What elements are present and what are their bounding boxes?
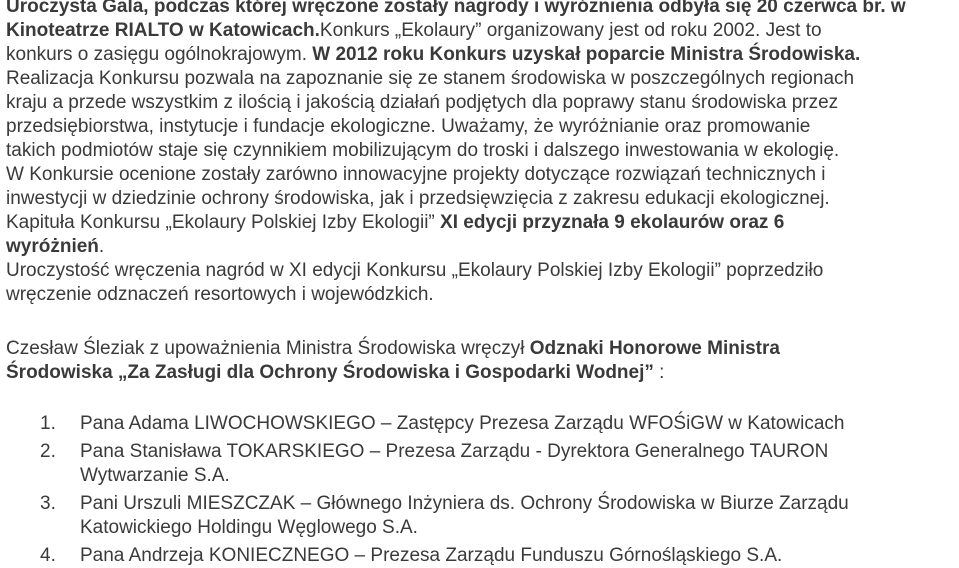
text-span: Czesław Śleziak z upoważnienia Ministra Środowiska wręczył bbox=[6, 338, 530, 359]
text-line: W Konkursie ocenione zostały zarówno innowacyjne projekty dotyczące rozwiązań technicznych i bbox=[6, 164, 826, 185]
text-span: Kapituła Konkursu „Ekolaury Polskiej Izby Ekologii” bbox=[6, 212, 441, 233]
list-item bbox=[6, 544, 849, 568]
text-span: Uroczysta Gala, podczas której wręczone zostały nagrody i wyróżnienia odbyła się bbox=[6, 0, 757, 17]
paragraph-gala bbox=[6, 0, 906, 307]
list-number: 4. bbox=[40, 545, 56, 566]
awards-count-highlight: wyróżnień bbox=[6, 236, 99, 257]
recipients-list bbox=[6, 412, 849, 568]
text-line bbox=[6, 361, 780, 385]
text-line bbox=[6, 235, 906, 259]
paragraph-decorations bbox=[6, 337, 780, 385]
text-line bbox=[6, 337, 780, 361]
text-span: : bbox=[653, 362, 665, 383]
minister-support-highlight: W 2012 roku Konkurs uzyskał poparcie Ministra Środowiska. bbox=[312, 44, 861, 65]
list-item-text: Pana Adama LIWOCHOWSKIEGO – Zastępcy Prezesa Zarządu WFOŚiGW w Katowicach bbox=[80, 413, 845, 434]
decoration-title: Odznaki Honorowe Ministra bbox=[529, 338, 780, 359]
text-span: konkurs o zasięgu ogólnokrajowym. bbox=[6, 44, 313, 65]
text-line bbox=[6, 43, 906, 67]
list-item bbox=[6, 412, 849, 436]
text-line: wręczenie odznaczeń resortowych i wojewódzkich. bbox=[6, 284, 434, 305]
list-number: 1. bbox=[40, 413, 56, 434]
text-line: Uroczystość wręczenia nagród w XI edycji Konkursu „Ekolaury Polskiej Izby Ekologii” poprzedziło bbox=[6, 260, 824, 281]
decoration-title: Środowiska „Za Zasługi dla Ochrony Środowiska i Gospodarki Wodnej” bbox=[6, 362, 654, 383]
text-line: przedsiębiorstwa, instytucje i fundacje ekologiczne. Uważamy, że wyróżnianie oraz promowanie bbox=[6, 116, 811, 137]
venue-highlight: Kinoteatrze RIALTO w Katowicach. bbox=[6, 20, 320, 41]
awards-count-highlight: XI edycji przyznała 9 ekolaurów oraz 6 bbox=[440, 212, 785, 233]
text-line: Realizacja Konkursu pozwala na zapoznanie się ze stanem środowiska w poszczególnych regionach bbox=[6, 68, 855, 89]
list-number: 2. bbox=[40, 441, 56, 462]
text-line: inwestycji w dziedzinie ochrony środowiska, jak i przedsięwzięcia z zakresu edukacji ekologicznej. bbox=[6, 188, 830, 209]
list-item-text: Pani Urszuli MIESZCZAK – Głównego Inżyniera ds. Ochrony Środowiska w Biurze Zarządu bbox=[80, 493, 849, 514]
list-item-text: Wytwarzanie S.A. bbox=[80, 465, 230, 486]
text-span: . bbox=[98, 236, 105, 257]
text-span: w bbox=[885, 0, 906, 17]
list-item-text: Pana Andrzeja KONIECZNEGO – Prezesa Zarządu Funduszu Górnośląskiego S.A. bbox=[80, 545, 783, 566]
list-item-text: Pana Stanisława TOKARSKIEGO – Prezesa Zarządu - Dyrektora Generalnego TAURON bbox=[80, 441, 829, 462]
text-line: takich podmiotów staje się czynnikiem mobilizującym do troski i dalszego inwestowania w ekologię. bbox=[6, 140, 840, 161]
list-number: 3. bbox=[40, 493, 56, 514]
list-item bbox=[6, 440, 849, 488]
list-item-text: Katowickiego Holdingu Węglowego S.A. bbox=[80, 517, 418, 538]
text-span: Konkurs „Ekolaury” organizowany jest od roku 2002. Jest to bbox=[319, 20, 822, 41]
list-item bbox=[6, 492, 849, 540]
date-highlight: 20 czerwca br. bbox=[756, 0, 886, 17]
text-line bbox=[6, 0, 906, 19]
text-line bbox=[6, 19, 906, 43]
text-line: kraju a przede wszystkim z ilością i jakością działań podjętych dla poprawy stanu środowiska przez bbox=[6, 92, 839, 113]
text-line bbox=[6, 211, 906, 235]
